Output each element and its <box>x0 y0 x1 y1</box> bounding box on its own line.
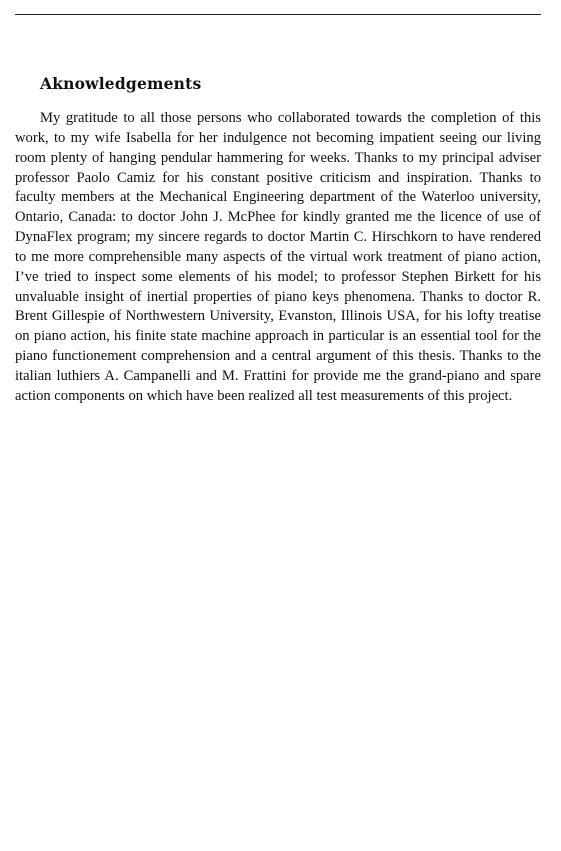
acknowledgements-paragraph: My gratitude to all those persons who collaborated towards the completion of this work, to my wife Isabella for her indulgence not becoming impatient seeing our living room plenty of hanging pendular hammering for weeks. Thanks to my principal adviser professor Paolo Camiz for his constant positive criticism and inspiration. Thanks to faculty members at the Mechanical Engineering department of the Waterloo university, Ontario, Canada: to doctor John J. McPhee for kindly granted me the licence of use of DynaFlex program; my sincere regards to doctor Martin C. Hirschkorn to have rendered to me more comprehensible many aspects of the virtual work treatment of piano action, I’ve tried to inspect some elements of his model; to professor Stephen Birkett for his unvaluable insight of inertial properties of piano keys phenomena. Thanks to doctor R. Brent Gillespie of Northwestern University, Evanston, Illinois USA, for his lofty treatise on piano action, his finite state machine approach in particular is an essential tool for the piano functionement comprehension and a central argument of this thesis. Thanks to the italian luthiers A. Campanelli and M. Frattini for provide me the grand-piano and spare action components on which have been realized all test measurements of this project. <box>15 110 541 404</box>
header-rule <box>15 14 541 15</box>
section-heading: Aknowledgements <box>40 74 202 93</box>
